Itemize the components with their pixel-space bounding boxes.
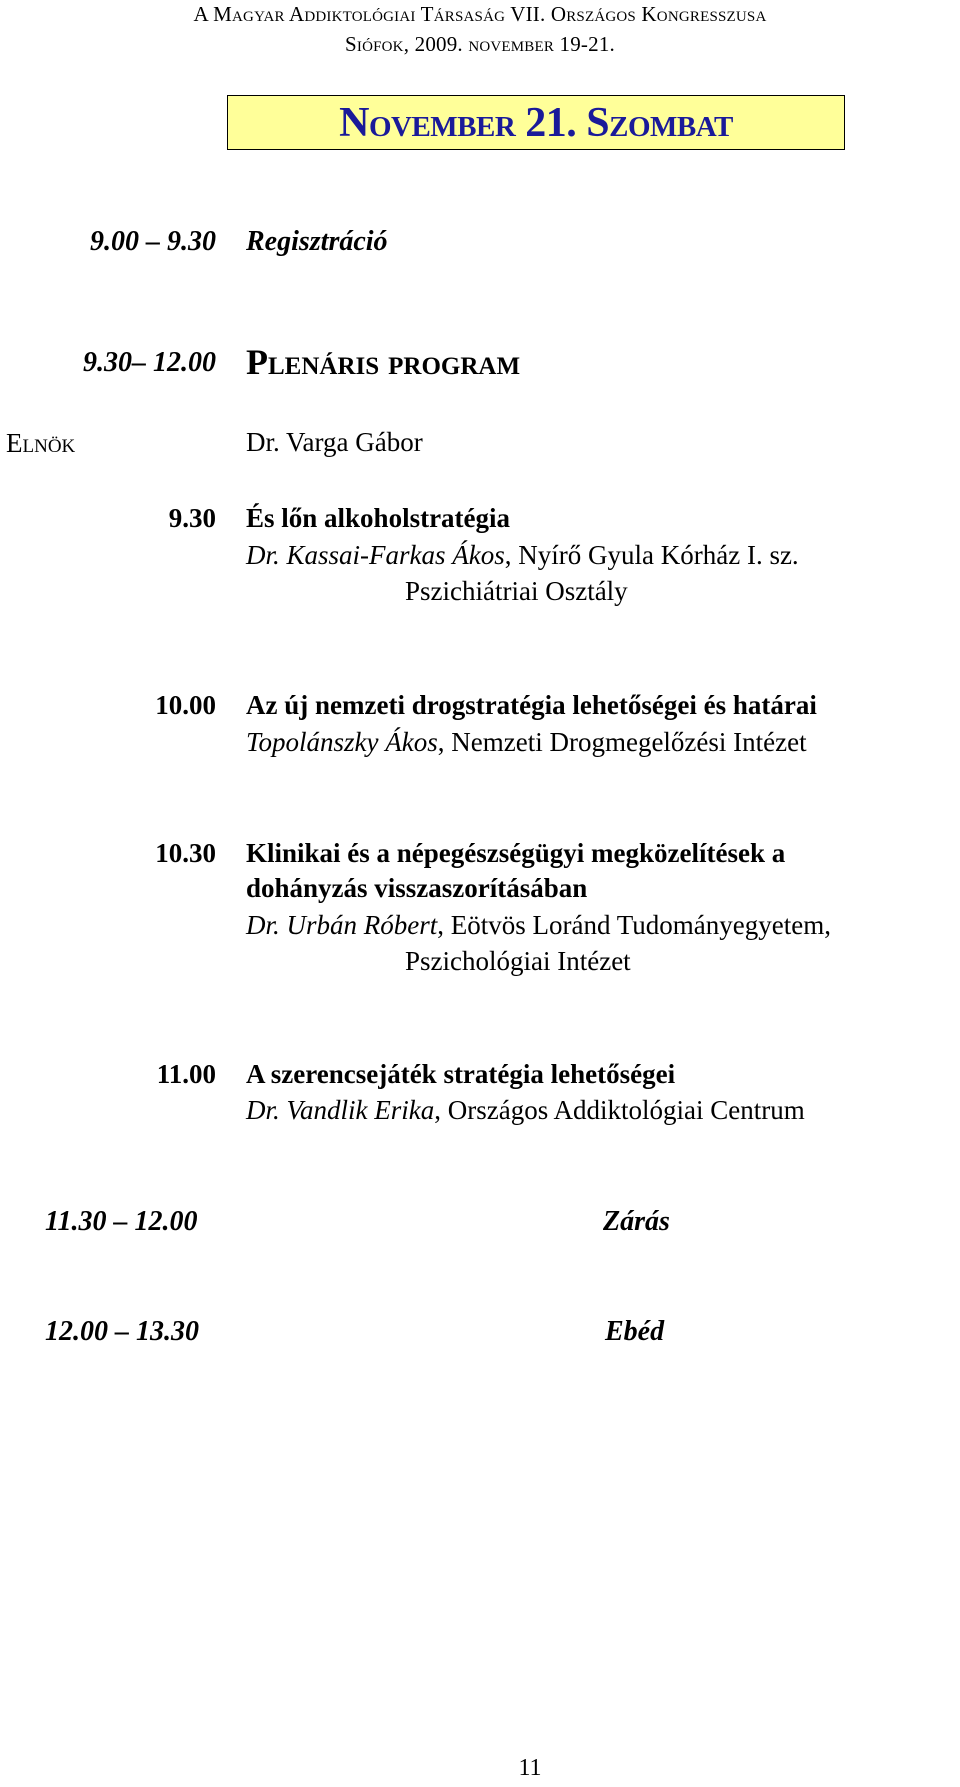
registration-time: 9.00 – 9.30: [90, 226, 216, 257]
talk-speaker-line: [246, 1095, 805, 1126]
day-heading-box: [227, 95, 845, 150]
talk-title: És lőn alkoholstratégia: [246, 503, 511, 533]
page-number: 11: [518, 1755, 542, 1781]
talk-time: 10.30: [155, 838, 216, 868]
congress-title: A Magyar Addiktológiai Társaság VII. Országos Kongresszusa: [193, 2, 767, 26]
talk-title-continued: dohányzás visszaszorításában: [246, 873, 588, 903]
talk-affiliation: , Nyírő Gyula Kórház I. sz.: [504, 540, 799, 570]
closing-time: 11.30 – 12.00: [45, 1206, 198, 1237]
talk-speaker: Dr. Kassai-Farkas Ákos: [246, 540, 505, 570]
talk-speaker: Topolánszky Ákos: [246, 727, 438, 757]
talk-time: 11.00: [156, 1059, 216, 1089]
talk-time: 9.30: [168, 503, 216, 533]
talk-affiliation: , Eötvös Loránd Tudományegyetem,: [437, 910, 831, 940]
chair-label: Elnök: [6, 428, 76, 458]
talk-time: 10.00: [155, 690, 216, 720]
congress-place-date: Siófok, 2009. november 19-21.: [345, 32, 615, 56]
plenary-title: Plenáris program: [246, 342, 521, 382]
talk-speaker: Dr. Urbán Róbert: [246, 910, 438, 940]
plenary-time: 9.30– 12.00: [83, 347, 216, 378]
chair-name: Dr. Varga Gábor: [246, 427, 423, 457]
day-title: November 21. Szombat: [339, 99, 733, 146]
talk-speaker: Dr. Vandlik Erika: [246, 1095, 435, 1125]
registration-label: Regisztráció: [246, 226, 388, 257]
talk-speaker-line: [246, 910, 831, 941]
talk-title: Az új nemzeti drogstratégia lehetőségei és határai: [246, 690, 817, 720]
closing-label: Zárás: [603, 1206, 670, 1237]
lunch-label: Ebéd: [605, 1316, 665, 1347]
talk-affiliation-continued: Pszichológiai Intézet: [405, 946, 631, 976]
talk-affiliation: , Nemzeti Drogmegelőzési Intézet: [437, 727, 807, 757]
lunch-time: 12.00 – 13.30: [45, 1316, 199, 1347]
talk-title: Klinikai és a népegészségügyi megközelítések a: [246, 838, 786, 868]
talk-speaker-line: [246, 540, 799, 571]
talk-title: A szerencsejáték stratégia lehetőségei: [246, 1059, 676, 1089]
talk-affiliation: , Országos Addiktológiai Centrum: [434, 1095, 805, 1125]
talk-speaker-line: [246, 727, 807, 758]
talk-affiliation-continued: Pszichiátriai Osztály: [405, 576, 628, 606]
